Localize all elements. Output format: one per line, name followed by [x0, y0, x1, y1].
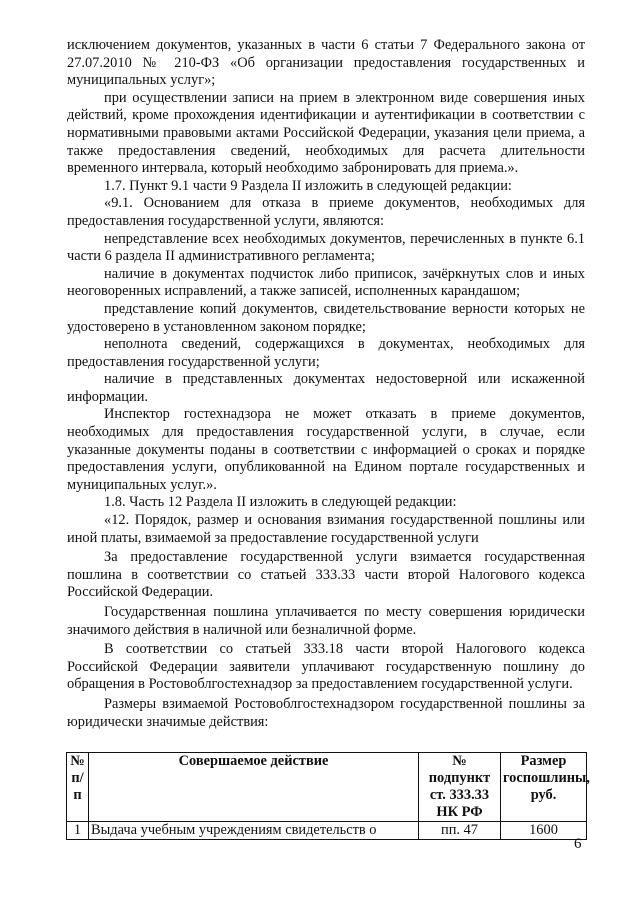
- row-amount: 1600: [501, 822, 587, 840]
- paragraph: исключением документов, указанных в части 6 статьи 7 Федерального закона от 27.07.2010 № 210-ФЗ «Об организации предоставления государственных и муниципальных услуг»;: [67, 37, 585, 89]
- page-number: 6: [574, 836, 582, 852]
- paragraph: наличие в документах подчисток либо приписок, зачёркнутых слов и иных неоговоренных исправлений, а также записей, исполненных карандашом;: [67, 265, 585, 300]
- paragraph: неполнота сведений, содержащихся в документах, необходимых для предоставления государственной услуги;: [67, 336, 585, 370]
- paragraph: «9.1. Основанием для отказа в приеме документов, необходимых для предоставления государственной услуги, являются:: [67, 195, 585, 229]
- paragraph: 1.7. Пункт 9.1 части 9 Раздела II изложить в следующей редакции:: [104, 177, 512, 194]
- row-number: 1: [67, 822, 89, 840]
- header-number: № п/п: [67, 753, 89, 822]
- header-action: Совершаемое действие: [89, 753, 419, 822]
- paragraph: Инспектор гостехнадзора не может отказать в приеме документов, необходимых для предоставления государственной услуги, в случае, если указанные документы поданы в соответствии с информацией о сроках и порядке предоставления услуги, опубликованной на Едином портале государственных и муниципальных услуг.».: [67, 406, 585, 493]
- paragraph: представление копий документов, свидетельствование верности которых не удостоверено в установленном законом порядке;: [67, 300, 585, 335]
- paragraph: За предоставление государственной услуги взимается государственная пошлина в соответствии со статьей 333.33 части второй Налогового кодекса Российской Федерации.: [67, 549, 585, 601]
- paragraph: В соответствии со статьей 333.18 части второй Налогового кодекса Российской Федерации заявители уплачивают государственную пошлину до обращения в Ростовоблгостехнадзор за предоставлением государственной услуги.: [67, 641, 585, 693]
- row-action: Выдача учебным учреждениям свидетельств о: [89, 822, 419, 840]
- row-article: пп. 47: [419, 822, 501, 840]
- paragraph: Размеры взимаемой Ростовоблгостехнадзором государственной пошлины за юридически значимые действия:: [67, 695, 585, 730]
- paragraph: непредставление всех необходимых документов, перечисленных в пункте 6.1 части 6 раздела II административного регламента;: [67, 230, 585, 265]
- paragraph: при осуществлении записи на прием в электронном виде совершения иных действий, кроме прохождения идентификации и аутентификации в соответствии с нормативными правовыми актами Российской Федерации, указания цели приема, а также предоставления сведений, необходимых для расчета длительности временного интервала, который необходимо забронировать для приема.».: [67, 89, 585, 177]
- paragraph: Государственная пошлина уплачивается по месту совершения юридически значимого действия в наличной или безналичной форме.: [67, 604, 585, 638]
- document-body: [67, 37, 585, 731]
- table-row: [67, 822, 587, 840]
- paragraph: наличие в представленных документах недостоверной или искаженной информации.: [67, 371, 585, 405]
- table-header-row: [67, 753, 587, 822]
- paragraph: 1.8. Часть 12 Раздела II изложить в следующей редакции:: [104, 494, 457, 511]
- header-article: № подпункт ст. 333.33 НК РФ: [419, 753, 501, 822]
- fee-table: [66, 752, 590, 840]
- paragraph: «12. Порядок, размер и основания взимания государственной пошлины или иной платы, взимаемой за предоставление государственной услуги: [67, 512, 585, 546]
- header-amount: Размер госпошлины, руб.: [501, 753, 587, 822]
